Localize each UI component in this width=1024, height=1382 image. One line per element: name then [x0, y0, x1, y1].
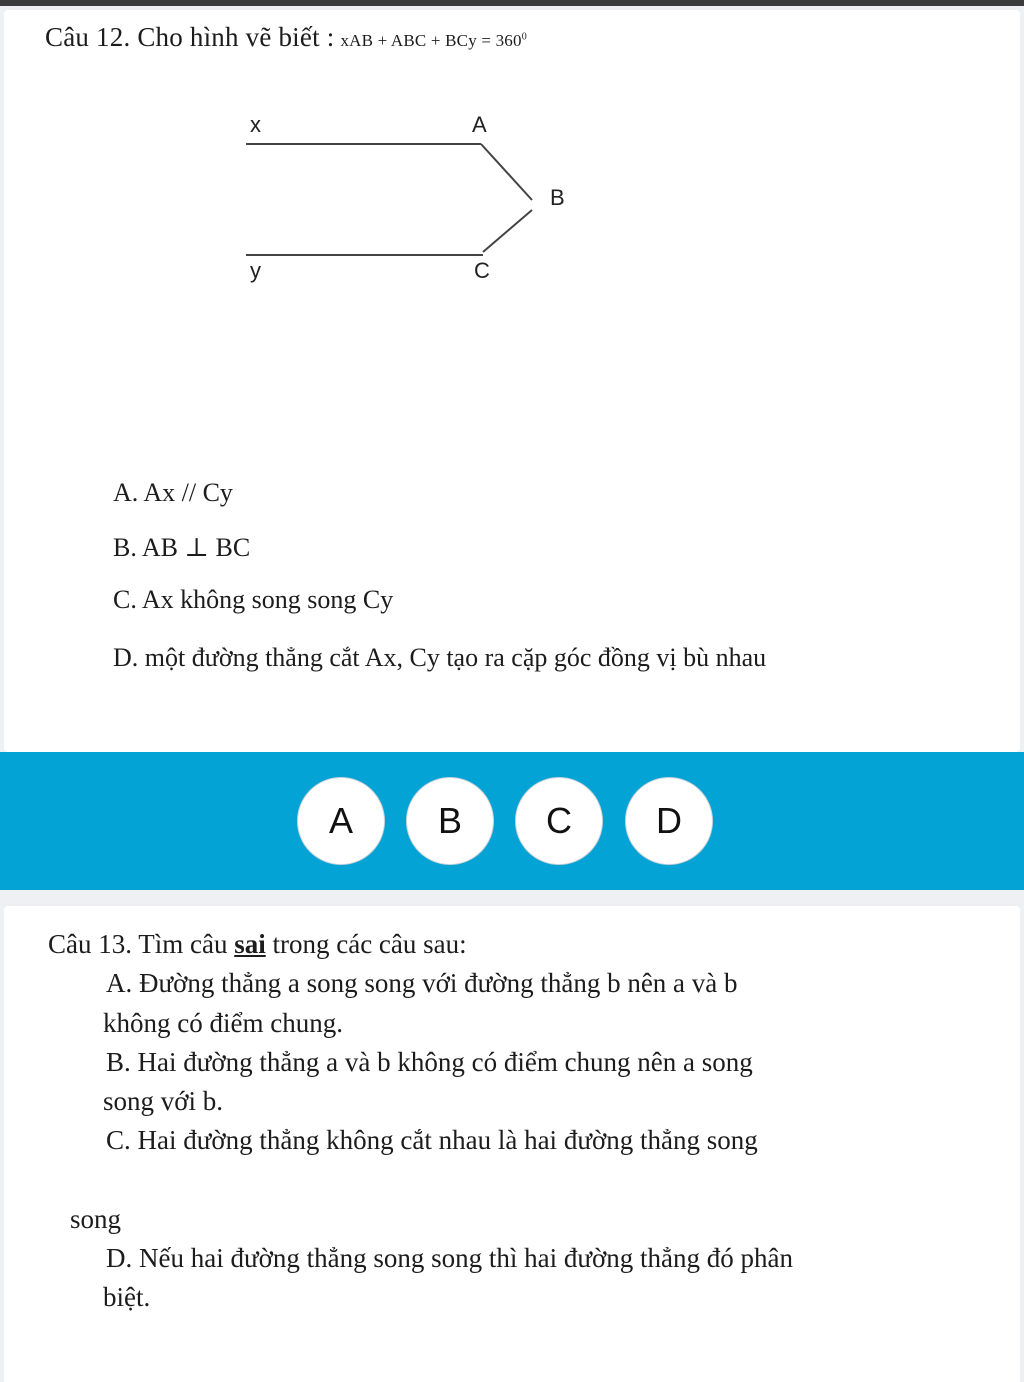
q13-line-5: C. Hai đường thẳng không cắt nhau là hai đường thẳng song: [106, 1125, 758, 1155]
formula-text: xAB + ABC + BCy = 360: [340, 31, 522, 50]
label-b: B: [550, 185, 565, 210]
option-d-text: D. một đường thẳng cắt Ax, Cy tạo ra cặp góc đồng vị bù nhau: [113, 643, 767, 672]
question-13-prefix: Câu 13. Tìm câu: [48, 929, 235, 959]
segment-bc: [483, 210, 532, 252]
geometry-figure: [228, 100, 588, 300]
q13-line-6: song: [70, 1204, 122, 1234]
q13-line-8: biệt.: [103, 1282, 151, 1312]
option-c-text: C. Ax không song song Cy: [113, 585, 394, 614]
segment-ab: [481, 144, 532, 200]
question-13-title: [48, 925, 467, 964]
question-13-emphasis: sai: [234, 929, 266, 959]
question-12-prompt: Câu 12. Cho hình vẽ biết :: [45, 22, 335, 52]
angle-sum-formula: [340, 31, 526, 50]
answer-button-c[interactable]: C: [515, 777, 603, 865]
answer-button-a[interactable]: A: [297, 777, 385, 865]
q13-line-1: A. Đường thẳng a song song với đường thẳng b nên a và b: [106, 968, 738, 998]
label-x: x: [250, 112, 261, 137]
q13-line-2: không có điểm chung.: [103, 1008, 343, 1038]
answer-selection-band: [0, 752, 1024, 890]
q13-line-3: B. Hai đường thẳng a và b không có điểm chung nên a song: [106, 1047, 753, 1077]
answer-button-d[interactable]: D: [625, 777, 713, 865]
answer-button-b[interactable]: B: [406, 777, 494, 865]
label-a: A: [472, 112, 487, 137]
label-y: y: [250, 258, 261, 283]
question-13-suffix: trong các câu sau:: [265, 929, 467, 959]
q13-line-4: song với b.: [103, 1086, 224, 1116]
question-12-title: [45, 22, 527, 53]
option-a-text: A. Ax // Cy: [113, 478, 233, 507]
q13-line-7: D. Nếu hai đường thẳng song song thì hai đường thẳng đó phân: [106, 1243, 793, 1273]
top-status-strip: [0, 0, 1024, 6]
label-c: C: [474, 258, 490, 283]
formula-degree: 0: [521, 31, 527, 43]
option-b-text: B. AB ⊥ BC: [113, 533, 251, 562]
